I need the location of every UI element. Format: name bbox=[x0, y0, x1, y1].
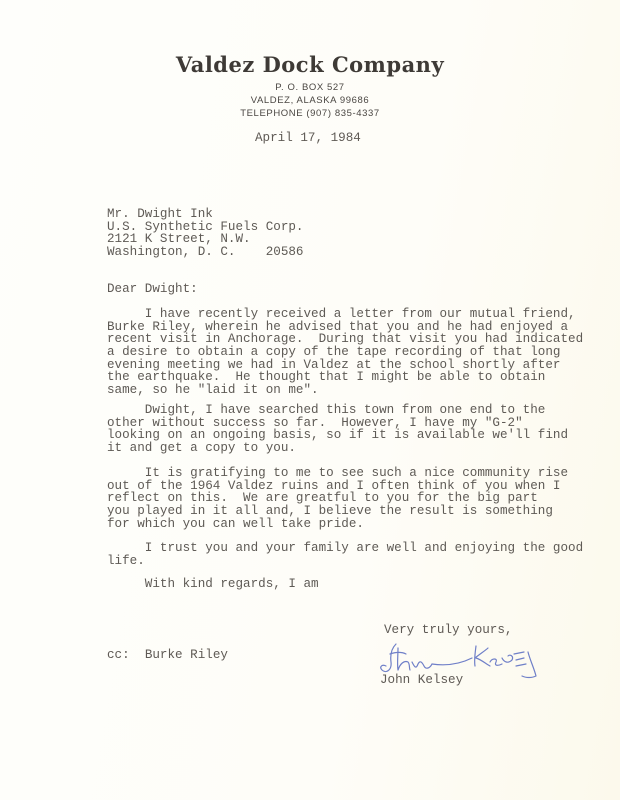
body-line: life. bbox=[107, 553, 145, 568]
body-paragraph-4 bbox=[107, 542, 583, 567]
body-paragraph-2 bbox=[107, 404, 568, 455]
cc-line bbox=[107, 649, 228, 662]
body-line: It is gratifying to me to see such a nice community rise bbox=[107, 466, 569, 480]
body-line: you played in it all and, I believe the result is something bbox=[107, 504, 553, 519]
letterhead-po-box: P. O. BOX 527 bbox=[275, 82, 345, 93]
company-name: Valdez Dock Company bbox=[175, 52, 445, 77]
body-paragraph-5 bbox=[107, 578, 319, 591]
body-line: I have recently received a letter from our mutual friend, bbox=[107, 307, 576, 321]
signer-name: John Kelsey bbox=[380, 673, 464, 687]
body-line: out of the 1964 Valdez ruins and I often think of you when I bbox=[107, 478, 561, 493]
letterhead-city: VALDEZ, ALASKA 99686 bbox=[250, 95, 370, 106]
body-line: Burke Riley, wherein he advised that you and he had enjoyed a bbox=[107, 319, 569, 334]
body-line: for which you can well take pride. bbox=[107, 516, 364, 531]
body-paragraph-3 bbox=[107, 467, 568, 530]
complimentary-close: Very truly yours, bbox=[384, 623, 513, 637]
body-line: evening meeting we had in Valdez at the school shortly after bbox=[107, 357, 561, 372]
body-line: other without success so far. However, I have my "G-2" bbox=[107, 415, 523, 430]
body-line: it and get a copy to you. bbox=[107, 441, 296, 456]
body-line: reflect on this. We are greatful to you for the big part bbox=[107, 491, 538, 506]
body-line: Dwight, I have searched this town from one end to the bbox=[107, 403, 546, 417]
recipient-line: 2121 K Street, N.W. bbox=[107, 232, 251, 247]
recipient-address bbox=[107, 208, 304, 259]
recipient-line: U.S. Synthetic Fuels Corp. bbox=[107, 219, 304, 234]
body-line: a desire to obtain a copy of the tape recording of that long bbox=[107, 345, 561, 360]
body-line: With kind regards, I am bbox=[107, 577, 319, 591]
cc-label: cc: bbox=[107, 648, 130, 662]
letterhead-telephone: TELEPHONE (907) 835-4337 bbox=[240, 108, 380, 119]
salutation: Dear Dwight: bbox=[107, 282, 198, 296]
body-line: I trust you and your family are well and enjoying the good bbox=[107, 541, 584, 555]
recipient-line: Mr. Dwight Ink bbox=[107, 207, 213, 221]
body-line: the earthquake. He thought that I might be able to obtain bbox=[107, 370, 546, 385]
recipient-line: Washington, D. C. 20586 bbox=[107, 245, 304, 260]
body-line: same, so he "laid it on me". bbox=[107, 383, 319, 398]
letter-date: April 17, 1984 bbox=[255, 131, 361, 145]
body-paragraph-1 bbox=[107, 308, 583, 397]
body-line: looking on an ongoing basis, so if it is available we'll find bbox=[107, 428, 569, 443]
cc-name: Burke Riley bbox=[144, 648, 228, 662]
body-line: recent visit in Anchorage. During that visit you had indicated bbox=[107, 332, 584, 347]
